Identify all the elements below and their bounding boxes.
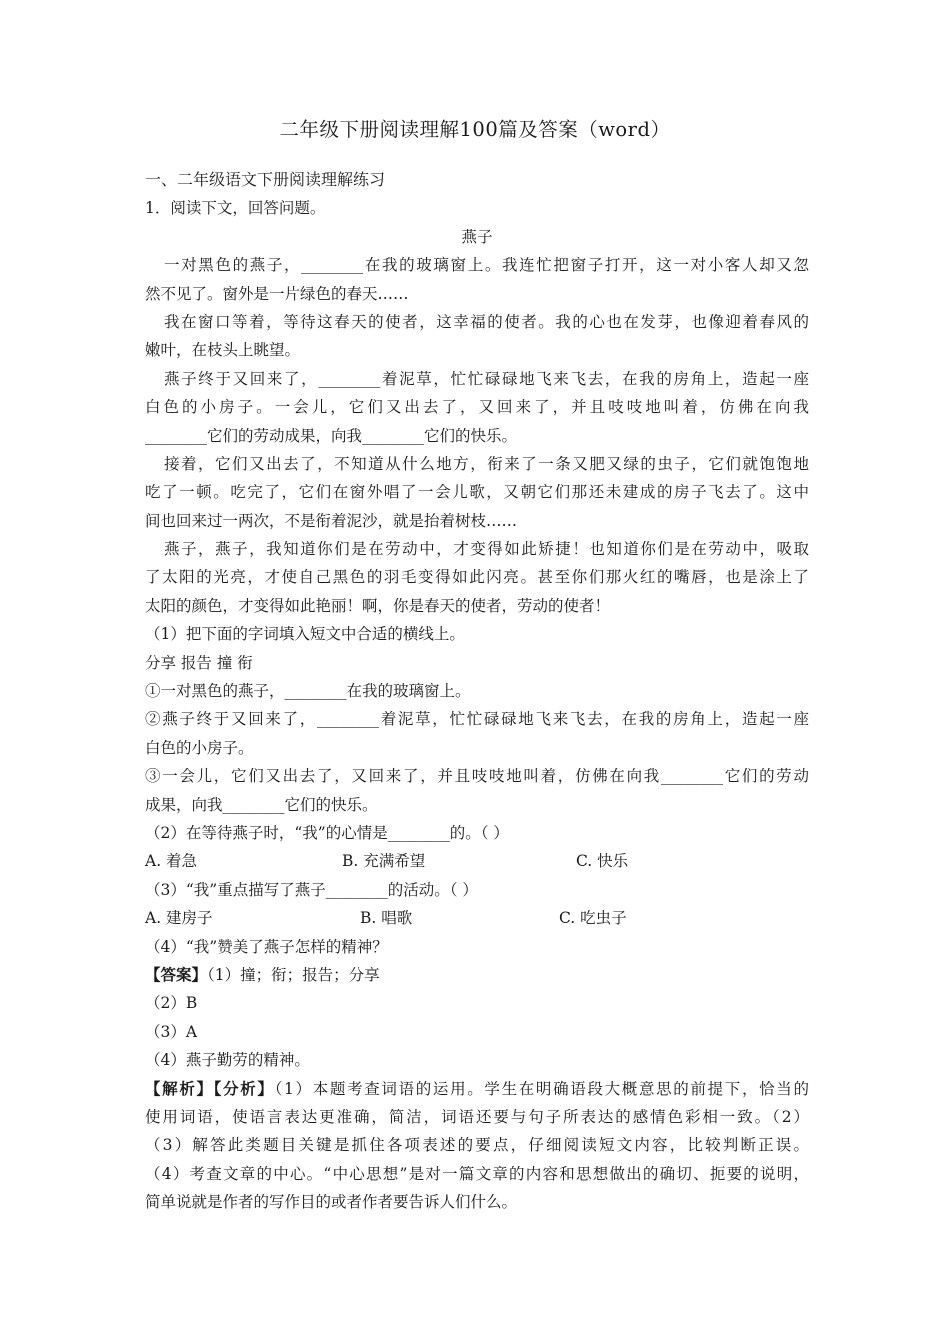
option-c: C. 吃虫子 (559, 909, 627, 928)
question-3-prompt: （3）“我”重点描写了燕子________的活动。（ ） (145, 880, 478, 899)
passage-line: 接着，它们又出去了，不知道从什么地方，衔来了一条又肥又绿的虫子，它们就饱饱地 (164, 454, 809, 473)
passage-line: 太阳的颜色，才变得如此艳丽！啊，你是春天的使者，劳动的使者！ (145, 596, 611, 615)
analysis-line: （1）本题考查词语的运用。学生在明确语段大概意思的前提下，恰当的 (274, 1079, 809, 1098)
question-1 (145, 620, 809, 819)
passage-line: 我在窗口等着，等待这春天的使者，这幸福的使者。我的心也在发芽，也像迎着春风的 (164, 312, 809, 331)
analysis-label: 【解析】【分析】 (145, 1078, 275, 1098)
answer-label: 【答案】 (145, 964, 208, 984)
passage-line: 白色的小房子。一会儿，它们又出去了，又回来了，并且吱吱地叫着，仿佛在向我 (145, 398, 809, 417)
question-3 (145, 876, 809, 933)
section-heading: 一、二年级语文下册阅读理解练习 (145, 170, 386, 189)
fill-item-2-line: ②燕子终于又回来了，________着泥草，忙忙碌碌地飞来飞去，在我的房角上，造起一座 (145, 710, 809, 729)
passage-line: 燕子终于又回来了，________着泥草，忙忙碌碌地飞来飞去，在我的房角上，造起一座 (164, 369, 809, 388)
passage-line: 然不见了。窗外是一片绿色的春天…… (145, 284, 409, 303)
answer-4: （4）燕子勤劳的精神。 (145, 1051, 310, 1070)
option-c: C. 快乐 (576, 852, 629, 871)
document-title: 二年级下册阅读理解100篇及答案（word） (279, 118, 671, 141)
analysis-block (145, 1075, 809, 1217)
option-b: B. 唱歌 (360, 909, 413, 928)
passage-line: 了太阳的光亮，才使自己黑色的羽毛变得如此闪亮。甚至你们那火红的嘴唇，也是涂上了 (145, 568, 809, 587)
passage-line: 燕子，燕子，我知道你们是在劳动中，才变得如此矫捷！也知道你们是在劳动中，吸取 (164, 540, 809, 559)
option-b: B. 充满希望 (342, 852, 426, 871)
answer-3: （3）A (145, 1022, 198, 1041)
question-2-prompt: （2）在等待燕子时，“我”的心情是________的。（ ） (145, 823, 509, 842)
passage-line: 吃了一顿。吃完了，它们在窗外唱了一会儿歌，又朝它们那还未建成的房子飞去了。这中 (145, 483, 809, 502)
analysis-line: （3）解答此类题目关键是抓住各项表述的要点，仔细阅读短文内容，比较判断正误。 (145, 1136, 809, 1155)
fill-item-3-line: ③一会儿，它们又出去了，又回来了，并且吱吱地叫着，仿佛在向我________它们的劳动 (145, 767, 809, 786)
word-bank: 分享 报告 撞 衔 (145, 653, 253, 672)
answer-block (145, 961, 809, 1075)
passage-line: 一对黑色的燕子，________在我的玻璃窗上。我连忙把窗子打开，这一对小客人却又忽 (164, 256, 809, 275)
passage-title: 燕子 (461, 227, 493, 246)
analysis-line: （4）考查文章的中心。“中心思想”是对一篇文章的内容和思想做出的确切、扼要的说明， (145, 1164, 809, 1183)
question-intro: 1．阅读下文，回答问题。 (145, 199, 326, 218)
fill-item-3-line: 成果，向我________它们的快乐。 (145, 795, 378, 814)
passage-line: ________它们的劳动成果，向我________它们的快乐。 (145, 426, 518, 445)
question-1-prompt: （1）把下面的字词填入短文中合适的横线上。 (145, 625, 465, 644)
question-2 (145, 819, 809, 876)
document-body (145, 166, 809, 1216)
fill-item-1: ①一对黑色的燕子，________在我的玻璃窗上。 (145, 682, 471, 701)
answer-2: （2）B (145, 994, 198, 1013)
passage-line: 嫩叶，在枝头上眺望。 (145, 341, 301, 360)
question-4-prompt: （4）“我”赞美了燕子怎样的精神？ (145, 937, 388, 956)
passage-line: 间也回来过一两次，不是衔着泥沙，就是抬着树枝…… (145, 511, 518, 530)
analysis-line: 使用词语，使语言表达更准确，简洁，词语还要与句子所表达的感情色彩相一致。（2） (145, 1107, 809, 1126)
passage (145, 251, 809, 620)
option-a: A. 建房子 (145, 909, 213, 928)
answer-1: （1）撞；衔；报告；分享 (207, 965, 380, 984)
analysis-line: 简单说就是作者的写作目的或者作者要告诉人们什么。 (145, 1193, 518, 1212)
fill-item-2-line: 白色的小房子。 (145, 738, 254, 757)
question-2-options (145, 847, 809, 875)
option-a: A. 着急 (145, 852, 198, 871)
question-3-options (145, 904, 809, 932)
